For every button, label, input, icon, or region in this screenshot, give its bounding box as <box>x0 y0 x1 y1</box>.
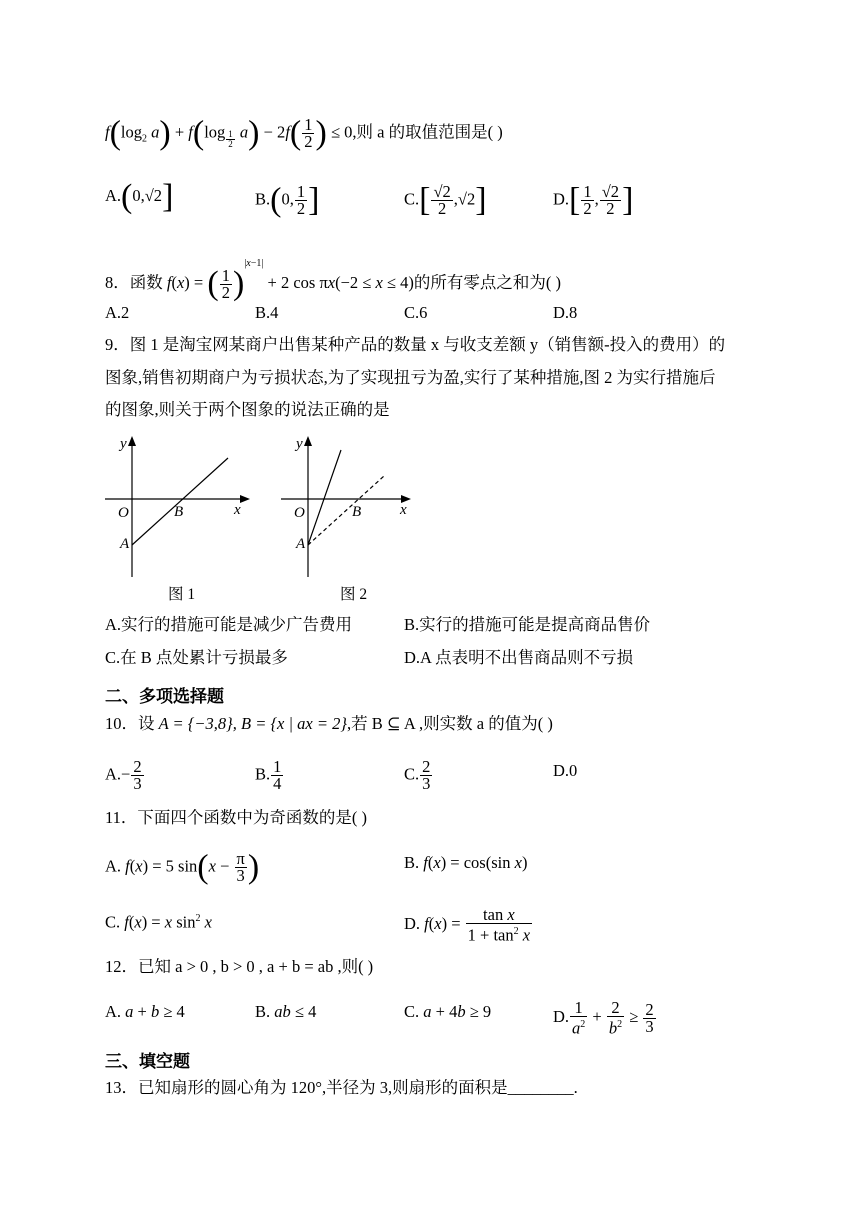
q7-tail: ,则 a 的取值范围是( ) <box>352 122 503 142</box>
fig1-b-label: B <box>174 504 184 520</box>
q7-option-c[interactable]: C.[ $\frac{√2}{2}$ ,√2] <box>404 181 487 219</box>
q8-option-b[interactable]: B.4 <box>255 303 279 322</box>
q11-stem: 11．下面四个函数中为奇函数的是( ) <box>105 808 368 827</box>
q8-option-a[interactable]: A.2 <box>105 303 130 322</box>
q11-option-a[interactable]: A. f(x) = 5 sin(x − $\frac{\pi}{3}$ ) <box>105 848 260 886</box>
figure-2 <box>276 432 436 582</box>
fig1-y-label: y <box>120 436 127 452</box>
q10-option-d[interactable]: D.0 <box>553 761 578 780</box>
q9-line-3: 的图象,则关于两个图象的说法正确的是 <box>105 400 390 419</box>
q12-option-a[interactable]: A. a + b ≥ 4 <box>105 1002 185 1021</box>
fig1-x-label: x <box>234 502 241 518</box>
fig2-origin-label: O <box>294 505 305 521</box>
q11-option-d[interactable]: D. f(x) = $\frac{\text{tan x}}{1 + \tan^2 x}$ <box>404 905 531 945</box>
q9-line-2: 图象,销售初期商户为亏损状态,为了实现扭亏为盈,实行了某种措施,图 2 为实行措施后 <box>105 368 716 387</box>
q12-stem: 12．已知 a > 0 , b > 0 , a + b = ab ,则( ) <box>105 957 374 976</box>
fig1-origin-label: O <box>118 505 129 521</box>
q8-option-c[interactable]: C.6 <box>404 303 428 322</box>
q10-option-c[interactable]: C. $\frac{2}{3}$ <box>404 757 431 793</box>
section-2-heading: 二、多项选择题 <box>105 687 224 707</box>
fig2-b-label: B <box>352 504 362 520</box>
fig2-a-label: A <box>296 536 306 552</box>
q12-option-b[interactable]: B. ab ≤ 4 <box>255 1002 317 1021</box>
q9-option-a[interactable]: A.实行的措施可能是减少广告费用 <box>105 615 353 634</box>
q7-option-b[interactable]: B.(0, $\frac{1}{2}$ ] <box>255 181 320 219</box>
q9-line-1: 9．图 1 是淘宝网某商户出售某种产品的数量 x 与收支差额 y（销售额-投入的费用）的 <box>105 335 726 354</box>
q9-option-c[interactable]: C.在 B 点处累计亏损最多 <box>105 648 288 667</box>
q12-option-c[interactable]: C. a + 4b ≥ 9 <box>404 1002 492 1021</box>
fig2-caption: 图 2 <box>340 586 368 603</box>
q7-condition: $f(\log_2$ a) + f(log $_{\frac{1}{2}}$ a) − 2f( $\frac{1}{2}$ ) ≤ 0,则 a 的取值范围是( ) <box>105 114 503 152</box>
q12-option-d[interactable]: D. $\frac{1}{a^2}$ + $\frac{2}{b^2}$ ≥ $\frac{2}{3}$ <box>553 998 654 1038</box>
q8-stem: 8．函数 f(x) = ( $\frac{1}{2}$ )$^{|x-1|}$ + 2 cos πx(−2 ≤ x ≤ 4)的所有零点之和为( ) <box>105 258 561 303</box>
q7-option-d[interactable]: D.[ $\frac{1}{2}$ , $\frac{√2}{2}$ ] <box>553 181 634 219</box>
fig1-caption: 图 1 <box>168 586 196 603</box>
q10-option-a[interactable]: A.− $\frac{2}{3}$ <box>105 757 142 793</box>
fig1-a-label: A <box>120 536 130 552</box>
q11-option-c[interactable]: C. f(x) = x $\sin^2 x$ <box>105 912 212 932</box>
q13-stem: 13．已知扇形的圆心角为 120°,半径为 3,则扇形的面积是________. <box>105 1078 578 1097</box>
q9-option-d[interactable]: D.A 点表明不出售商品则不亏损 <box>404 648 634 667</box>
section-3-heading: 三、填空题 <box>105 1052 190 1072</box>
fig2-y-label: y <box>296 436 303 452</box>
q10-stem: 10．设 A = {−3,8}, B = {x | ax = 2},若 B ⊆ A ,则实数 a 的值为( ) <box>105 714 553 733</box>
q11-option-b[interactable]: B. f(x) = cos(sin x) <box>404 853 528 872</box>
q9-option-b[interactable]: B.实行的措施可能是提高商品售价 <box>404 615 651 634</box>
q10-option-b[interactable]: B. $\frac{1}{4}$ <box>255 757 282 793</box>
fig2-x-label: x <box>400 502 407 518</box>
q8-option-d[interactable]: D.8 <box>553 303 578 322</box>
figure-1 <box>100 432 260 582</box>
q7-option-a[interactable]: A.(0,√2] <box>105 178 174 216</box>
